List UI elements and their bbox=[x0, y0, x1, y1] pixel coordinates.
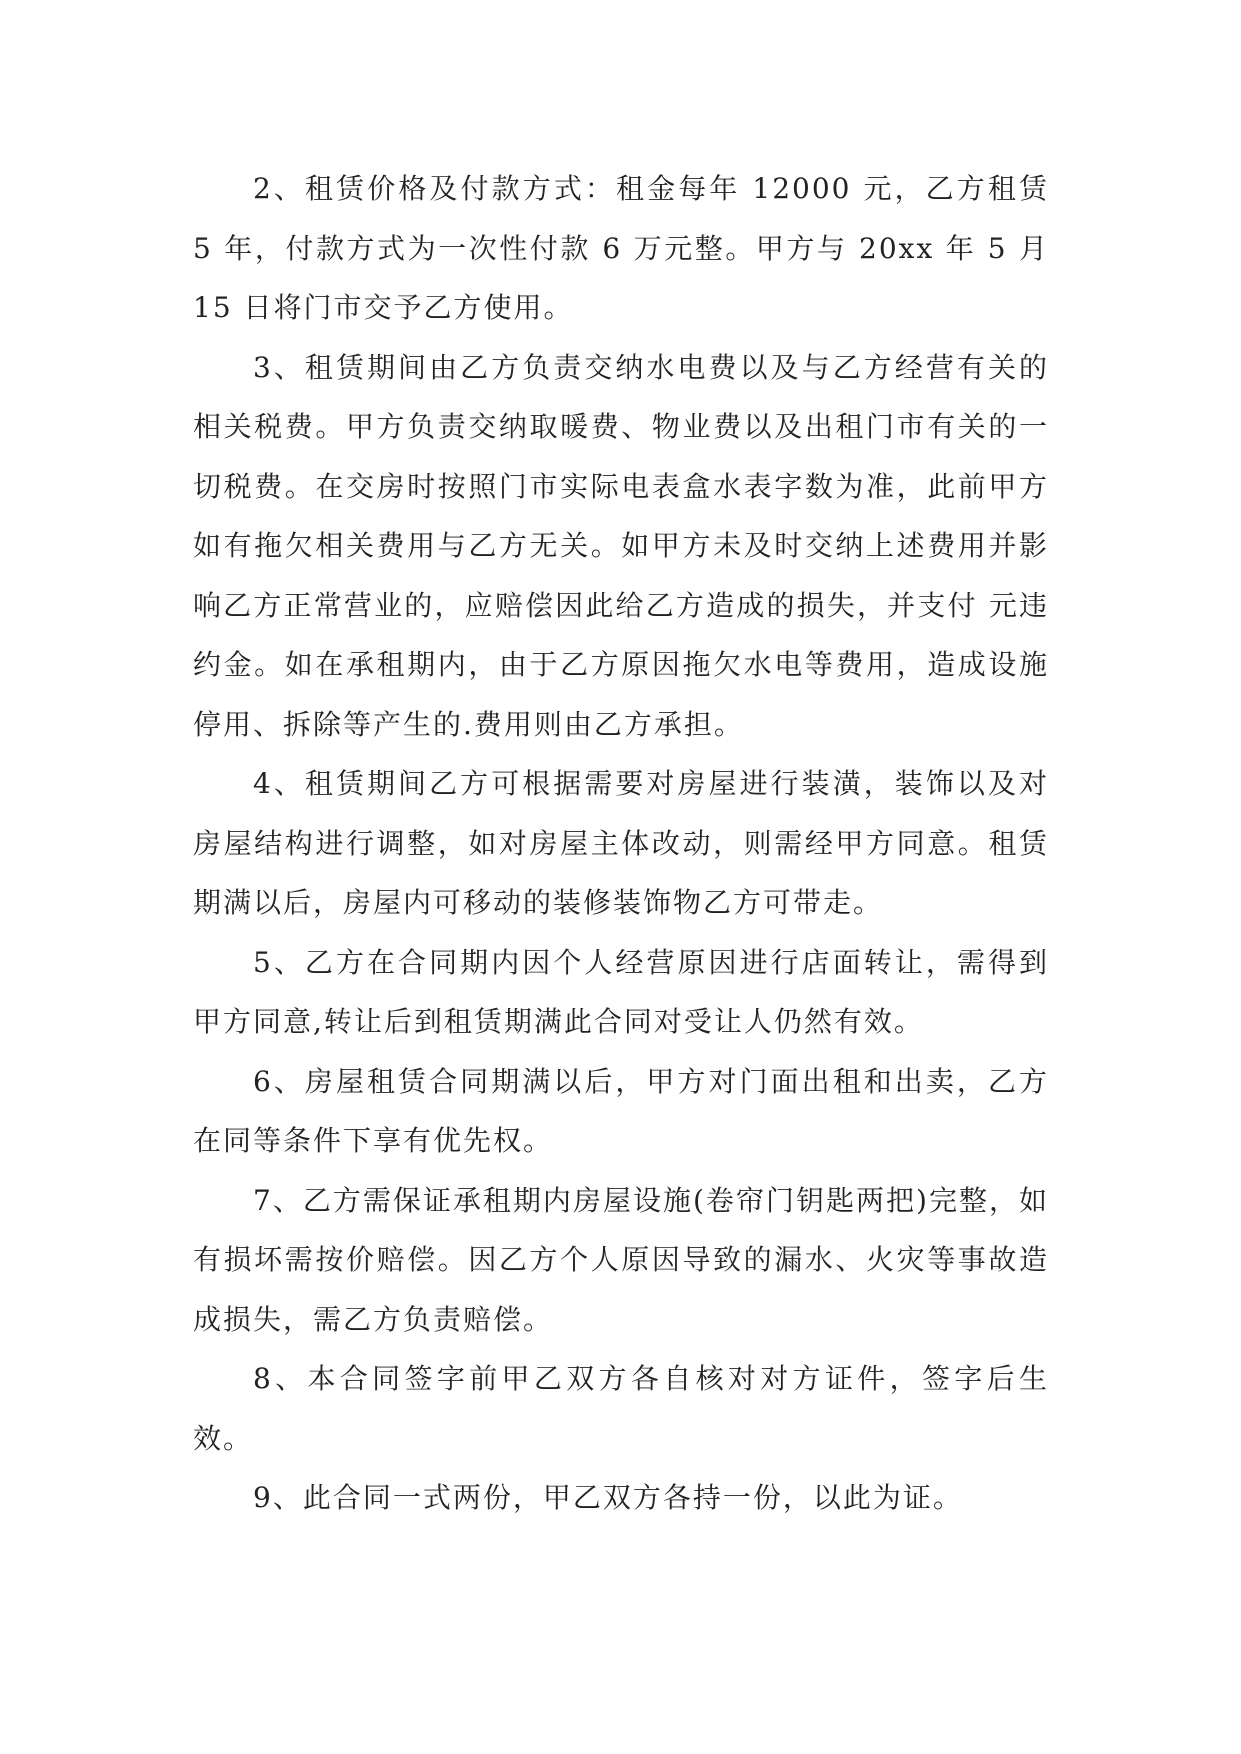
clause-4-paragraph: 4、租赁期间乙方可根据需要对房屋进行装潢，装饰以及对房屋结构进行调整，如对房屋主体改动，则需经甲方同意。租赁期满以后，房屋内可移动的装修装饰物乙方可带走。 bbox=[193, 767, 1049, 919]
clause-3-paragraph: 3、租赁期间由乙方负责交纳水电费以及与乙方经营有关的相关税费。甲方负责交纳取暖费、物业费以及出租门市有关的一切税费。在交房时按照门市实际电表盒水表字数为准，此前甲方如有拖欠相关费用与乙方无关。如甲方未及时交纳上述费用并影响乙方正常营业的，应赔偿因此给乙方造成的损失，并支付 元违约金。如在承租期内，由于乙方原因拖欠水电等费用，造成设施停用、拆除等产生的.费用则由乙方承担。 bbox=[193, 350, 1049, 741]
document-body bbox=[193, 159, 1049, 1528]
clause-8-paragraph: 8、本合同签字前甲乙双方各自核对对方证件，签字后生效。 bbox=[193, 1362, 1049, 1455]
clause-7-paragraph: 7、乙方需保证承租期内房屋设施(卷帘门钥匙两把)完整，如有损坏需按价赔偿。因乙方个人原因导致的漏水、火灾等事故造成损失，需乙方负责赔偿。 bbox=[193, 1183, 1049, 1336]
clause-9-paragraph: 9、此合同一式两份，甲乙双方各持一份，以此为证。 bbox=[253, 1481, 963, 1514]
clause-2-paragraph: 2、租赁价格及付款方式：租金每年 12000 元，乙方租赁 5 年，付款方式为一次性付款 6 万元整。甲方与 20xx 年 5 月 15 日将门市交予乙方使用。 bbox=[193, 172, 1049, 324]
clause-5-paragraph: 5、乙方在合同期内因个人经营原因进行店面转让，需得到甲方同意,转让后到租赁期满此合同对受让人仍然有效。 bbox=[193, 945, 1049, 1038]
clause-6-paragraph: 6、房屋租赁合同期满以后，甲方对门面出租和出卖，乙方在同等条件下享有优先权。 bbox=[193, 1064, 1049, 1157]
